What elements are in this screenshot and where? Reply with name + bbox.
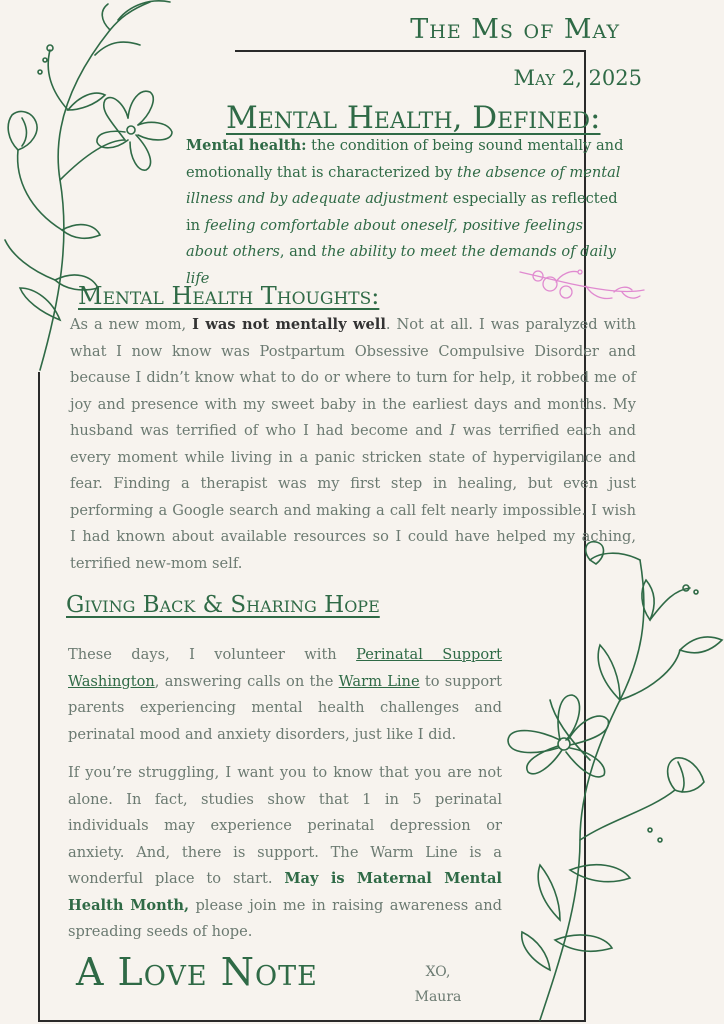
definition-text: the condition of being sound mentally and emotionally that is characterized by — [186, 137, 624, 181]
frame-left-line — [38, 372, 40, 1022]
thoughts-bold: I was not mentally well — [192, 316, 386, 333]
publication-date: May 2, 2025 — [513, 66, 642, 90]
volunteer-text: These days, I volunteer with — [68, 646, 357, 663]
definition-emphasis: the ability to meet the demands of daily life — [186, 243, 616, 287]
warm-line-link[interactable]: Warm Line — [338, 672, 420, 690]
love-note-title: A Love Note — [76, 950, 318, 994]
definition-term: Mental health: — [186, 137, 307, 154]
thoughts-paragraph — [70, 312, 636, 577]
definition-paragraph — [186, 133, 624, 292]
thoughts-text: . Not at all. I was paralyzed with what I now know was Postpartum Obsessive Compulsive Disorder and because I didn’t know what to do or where to turn for help, it robbed me of joy and presence with my sweet baby in the earliest days and months. My husband was terrified of who I had become and — [70, 316, 636, 439]
floral-bottom-right-icon — [500, 540, 724, 1024]
support-bold: May is Maternal Mental Health Month, — [68, 870, 502, 914]
support-text: If you’re struggling, I want you to know that you are not alone. In fact, studies show that 1 in 5 perinatal individuals may experience perinatal depression or anxiety. And, there is support. The Warm Line is a wonderful place to start. — [68, 764, 502, 887]
volunteer-text: to support parents experiencing mental health challenges and perinatal mood and anxiety disorders, just like I did. — [68, 672, 502, 743]
definition-text: especially as reflected in — [186, 190, 618, 234]
signature — [400, 960, 476, 1010]
definition-emphasis: feeling comfortable about oneself, positive feelings about others — [186, 216, 584, 260]
definition-text: , and — [279, 243, 322, 260]
thoughts-heading: Mental Health Thoughts: — [78, 282, 380, 310]
thoughts-text: was terrified each and every moment while living in a panic stricken state of hypervigilance and fear. Finding a therapist was my first step in healing, but even just performing a Google search and making a call felt nearly impossible. I wish I had known about available resources so I could have helped my aching, terrified new-mom self. — [70, 422, 636, 572]
thoughts-emphasis: I — [449, 422, 456, 439]
frame-top-line — [235, 50, 586, 52]
volunteer-text: , answering calls on the — [154, 672, 339, 690]
signoff: XO, — [425, 964, 451, 980]
support-paragraph — [68, 760, 502, 946]
thoughts-text: As a new mom, — [70, 316, 193, 333]
masthead-title: The Ms of May — [410, 14, 620, 45]
volunteer-paragraph — [68, 642, 502, 748]
definition-emphasis: the absence of mental illness and by adequate adjustment — [186, 163, 621, 207]
author-name: Maura — [414, 989, 462, 1005]
giving-heading: Giving Back & Sharing Hope — [66, 592, 380, 618]
defined-heading: Mental Health, Defined: — [226, 100, 601, 136]
support-text: please join me in raising awareness and spreading seeds of hope. — [68, 896, 502, 940]
perinatal-support-link[interactable]: Perinatal Support Washington — [68, 646, 502, 690]
